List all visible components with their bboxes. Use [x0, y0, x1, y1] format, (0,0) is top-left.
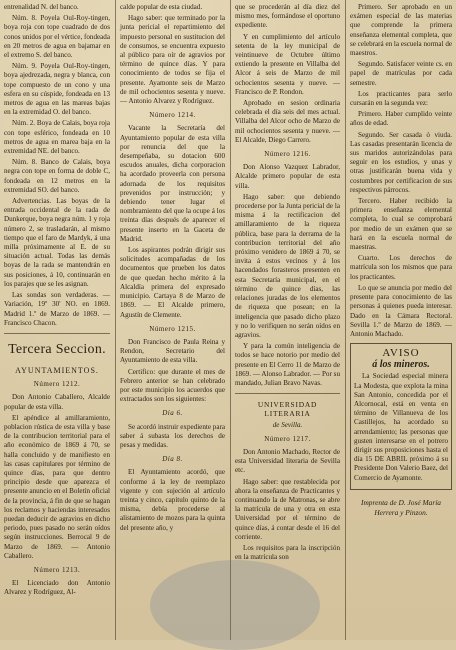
paragraph: Tercero. Haber recibido la primera enseñanza elemental completa, lo cual se comprobará por medio de un exámen que se hará en la escuela normal de maestras. — [350, 197, 452, 252]
paragraph: Núm. 2. Boya de Calais, boya roja con tope esférico, fondeada en 10 metros de agua en marea baja en la extremidad NE. del banco. — [4, 119, 110, 156]
paragraph: Hago saber: que terminado por la junta pericial el repartimiento del impuesto personal en sustitucion del de consumos, se encuentra expuesto al público para oír de agravios por término de quince días. Y para conocimiento de todos se fija el presente. Ayamonte seis de Marzo de mil ochocientos sesenta y nueve. — Antonio Alvarez y Rodríguez. — [120, 14, 225, 106]
printer-line: Imprenta de D. José María — [361, 497, 441, 507]
paragraph: entrenalidad N. del banco. — [4, 3, 79, 11]
paragraph: Hago saber: que restablecida por ahora la enseñanza de Practicantes y continuando la de Matronas, se abre la matrícula de una y otra en esta Universidad por el término de quince días, á contar desde el 16 del corriente. — [235, 477, 340, 541]
paragraph: Don Francisco de Paula Reina y Rendon, Secretario del Ayuntamiento de esta villa. — [120, 337, 225, 365]
paragraph: Don Antonio Caballero, Alcalde popular de esta villa. — [4, 393, 110, 411]
day-heading: Día 6. — [162, 409, 183, 418]
column-2 — [116, 0, 229, 640]
column-1 — [0, 0, 114, 640]
notice-subtitle: á los mineros. — [372, 359, 430, 371]
paragraph: El apéndice al amillaramiento, poblacion rústica de esta villa y base de la contribucion territorial para el año económico de 1869 á 70, se halla concluido y de manifiesto en las casas capitulares por término de quince días, para que dentro principio desde que aparezca el presente anuncio en el Boletín oficial de la provincia, á fin de que se hagan los reclamos y haciendas interesados puedan deducir de agravios en dicho periodo, pues pasado no serán oídos según instrucciones. Berrocal 9 de Marzo de 1869. — Antonio Caballero. — [4, 413, 110, 560]
paragraph: Los requisitos para la inscripción en la matrícula son — [235, 543, 340, 562]
paragraph: Primero. Ser aprobado en un exámen especial de las materias que comprende la primera enseñanza elemental completa, que se celebrará en la escuela normal de maestros. — [350, 3, 453, 58]
paragraph: El Ayuntamiento acordó, que conforme á la ley de reemplazo vigente y con sujeción al artículo treinta y cinco, capítulo quinto de la misma, debía procederse al alistamiento de mozos para la quinta del presente año, y — [120, 468, 225, 532]
paragraph: calde popular de esta ciudad. — [120, 3, 203, 11]
paragraph: Hago saber: que debiendo procederse por la Junta pericial de la misma á la rectificacion del amillaramiento de la riqueza pública, base para la derrama de la contribucion territorial del año próximo venidero de 1869 á 70, se invita á estos vecinos y á los hacendados forasteros presenten en esta Secretaría municipal, en el término de quince días, las relaciones juradas de los elementos de riqueza que posean; en la inteligencia que pasado dicho plazo y no lo verifiquen no serán oídos en agravios. — [235, 192, 340, 339]
column-3 — [231, 0, 344, 640]
paragraph: Advertencias. Las boyas de la entrada occidental de la rada de Dunkerque, boya negra núm. 1 y roja número 2, se trasladarán, al mismo tiempo que el faro de Mardyk, á una milla próximamente al E. de su situación actual. Todas las demás boyas de la rada se mantendrán en sus posiciones, á 10, continuarán en los parajes que se les asignan. — [4, 197, 110, 288]
paragraph: Aprobado en sesion ordinaria celebrada el día seis del mes actual. Villalba del Alcor ocho de Marzo de mil ochocientos sesenta y nueve. — El Alcalde, Diego Carrero. — [235, 99, 340, 144]
paragraph: Núm. 8. Banco de Calais, boya negra con tope en forma de doble C, fondeada en 12 metros en la extremidad SO. del banco. — [4, 158, 110, 194]
paragraph: Y en cumplimiento del artículo setenta de la ley municipal de veintinueve de Octubre último extiendo la presente en Villalba del Alcor á seis de Marzo de mil ochocientos sesenta y nueve. — Francisco de P. Rondon. — [235, 32, 340, 96]
paragraph: Cuarto. Los derechos de matrícula son los mismos que para los practicantes. — [350, 254, 452, 281]
paragraph: Don Alonso Vazquez Labrador, Alcalde primero popular de esta villa. — [235, 163, 340, 190]
notice-number: Número 1212. — [33, 380, 81, 389]
notice-number: Número 1217. — [264, 434, 311, 443]
paragraph: Se acordó instruir expediente para saber á subasta los derechos de pesas y medidas. — [120, 422, 225, 449]
paragraph: Lo que se anuncia por medio del presente para conocimiento de las personas á quienes pueda interesar. Dado en la Cámara Rectoral. Sevilla 1.º de Marzo de 1869. — Antonio Machado. — [350, 283, 452, 338]
paragraph: Segundo. Ser casada ó viuda. Las casadas presentarán licencia de sus maridos autorizándolas para seguir en los estudios, y unas y otras justificarán buena vida y costumbres por certificacion de sus respectivos párrocos. — [350, 130, 452, 194]
paragraph: El Licenciado don Antonio Alvarez y Rodríguez, Al- — [4, 579, 110, 597]
paragraph: que se procederán al día diez del mismo mes, formándose el oportuno expediente. — [235, 3, 340, 30]
paragraph: Núm. 8. Poyela Oul-Roy-tingen, boya roja con tope cuadrado de dos conos unidos por el vértice, fondeada en 20 metros de agua en bajamar en el extremo S. del banco. — [4, 14, 110, 60]
paragraph: Don Antonio Machado, Rector de esta Universidad literaria de Sevilla etc. — [235, 447, 340, 475]
paragraph: Las sondas son verdaderas. — Variación, 19º 30' NO. en 1869. Madrid 1.º de Marzo de 1869. — Francisco Chacon. — [4, 291, 110, 327]
paragraph: Primero. Haber cumplido veinte años de edad. — [350, 110, 452, 128]
notice-number: Número 1213. — [33, 565, 81, 574]
printer-line: Herrera y Pinzon. — [374, 507, 428, 517]
notice-title: AVISO — [382, 347, 420, 360]
university-heading: UNIVERSIDAD LITERARIA — [257, 400, 318, 419]
paragraph: Los aspirantes podrán dirigir sus solicitudes acompañadas de los documentos que prueben los datos de que quedan hecho mérito á la Alcaldía primera del expresado municipio. Cartaya 8 de Marzo de 1869. — El Alcalde primero, Agustín de Clemente. — [120, 246, 225, 319]
paragraph: La Sociedad especial minera La Modesta, que explota la mina San Antonio, concedida por el Alcornocal, está en venta en término de Villanueva de los Castillejos, ha acordado su arrendamiento; las personas que gusten interesarse en el potrero dirigir sus proposiciones hasta el día 15 DE ABRIL próximo á su Presidente Don Valerio Baez, del Comercio de Ayamonte. — [354, 372, 448, 482]
section-title: Tercera Seccion. — [8, 341, 106, 357]
paragraph: Certifico: que durante el mes de Febrero anterior se han celebrado por este municipio los acuerdos que extractados son los siguientes: — [120, 367, 225, 404]
university-place: de Sevilla. — [272, 420, 303, 429]
section-subtitle: AYUNTAMIENTOS. — [15, 365, 99, 375]
notice-number: Número 1215. — [149, 324, 196, 333]
paragraph: Segundo. Satisfacer veinte cs. en papel de matrículas por cada semestre. — [350, 60, 452, 87]
notice-box — [350, 343, 452, 490]
paragraph: Vacante la Secretaría del Ayuntamiento popular de esta villa por renuncia del que la desempeñaba, su dotacion 600 escudos anuales, dicha corporacion ha acordado proveerla con persona adornada de los requisitos prevenidos por instrucción; y debiendo tener lugar el nombramiento del que la ocupe á los treinta días después de aparecer el presente inserto en la Gaceta de Madrid. — [120, 124, 225, 243]
divider — [4, 333, 110, 334]
notice-number: Número 1214. — [149, 111, 196, 120]
day-heading: Día 8. — [162, 455, 183, 464]
divider — [235, 393, 340, 394]
notice-number: Número 1216. — [264, 150, 311, 159]
paragraph: Núm. 9. Poyela Oul-Roy-tingen, boya ajedrezada, negra y blanca, con tope compuesto de un cono y una esfera en su cúspide, fondeada en 13 metros de agua en las mareas bajas en la extremidad O. del banco. — [4, 62, 110, 117]
paragraph: Y para la común inteligencia de todos se hace notorio por medio del presente en El Cerro 11 de Marzo de 1869. — Alonso Labrador. — Por su mandado, Julian Bravo Navas. — [235, 342, 340, 387]
printer-imprint — [350, 498, 452, 518]
paragraph: Los practicantes para serlo cursarán en la segunda vez: — [350, 89, 452, 108]
column-4 — [346, 0, 456, 640]
